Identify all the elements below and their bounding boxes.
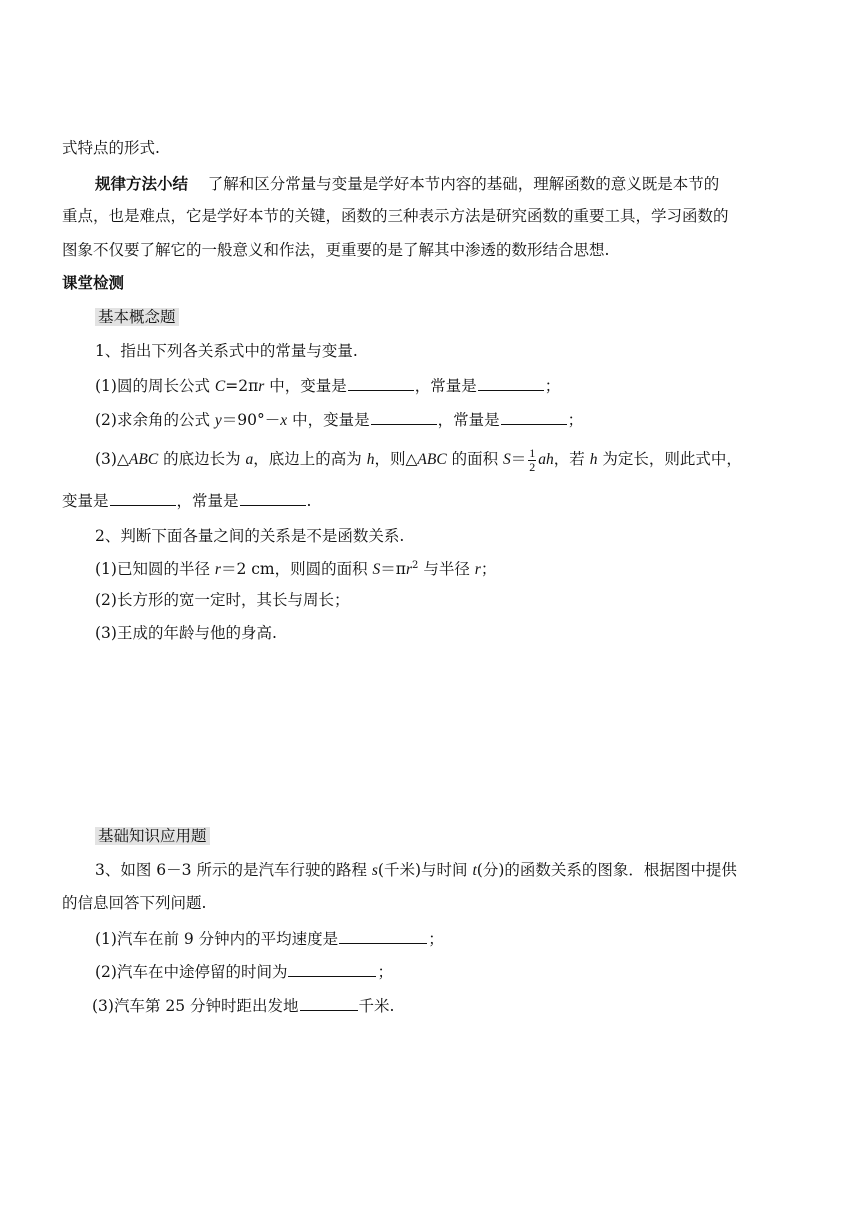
var-a: a — [245, 451, 254, 468]
q2-stem: 2、判断下面各量之间的关系是不是函数关系. — [95, 527, 405, 545]
q3-p2-text: ； — [377, 963, 393, 981]
answer-blank[interactable] — [288, 962, 376, 977]
q1-p3b-text: 变量是 — [62, 492, 109, 510]
q3-p3-text: 千米. — [358, 997, 395, 1015]
tag-basic-label: 基本概念题 — [95, 308, 179, 326]
q1-p2-text: ； — [567, 411, 584, 429]
tag-application — [95, 826, 210, 846]
q1-p1-text: (1)圆的周长公式 — [95, 377, 215, 395]
method-summary-line-2: 重点，也是难点，它是学好本节的关键，函数的三种表示方法是研究函数的重要工具，学习函数的 — [62, 207, 729, 225]
var-ABC: ABC — [128, 451, 159, 468]
var-ABC: ABC — [417, 451, 447, 468]
exponent: 2 — [412, 560, 419, 571]
var-r: r — [474, 561, 481, 579]
q3-stem — [95, 860, 737, 881]
method-summary-line-1 — [95, 174, 719, 194]
q2-p1-text: (1)已知圆的半径 — [95, 560, 215, 579]
tag-basic-concepts — [95, 307, 179, 327]
method-line-1-text: 了解和区分常量与变量是学好本节内容的基础，理解函数的意义既是本节的 — [207, 175, 720, 193]
q1-p3-text: ，则△ — [374, 450, 418, 468]
q3-part1 — [95, 929, 444, 949]
q3-p1-text: ； — [428, 930, 444, 948]
method-summary-title: 规律方法小结 — [95, 175, 189, 193]
tag-application-label: 基础知识应用题 — [95, 827, 210, 845]
q1-p1-text: =2π — [225, 377, 259, 395]
var-y: y — [214, 412, 222, 429]
method-summary-line-3: 图象不仅要了解它的一般意义和作法，更重要的是了解其中渗透的数形结合思想. — [62, 241, 610, 259]
q1-p3-text: ，底边上的高为 — [253, 450, 367, 468]
var-S: S — [503, 451, 511, 468]
q1-part2 — [95, 410, 583, 431]
fraction-denominator: 2 — [529, 459, 536, 474]
q3-stem-text: 3、如图 6－3 所示的是汽车行驶的路程 — [95, 861, 372, 879]
fraction-one-half — [528, 447, 536, 474]
q3-part2 — [95, 962, 393, 982]
q1-p3b-text: . — [306, 492, 312, 510]
var-h: h — [589, 451, 598, 468]
q1-p1-text: 中，变量是 — [264, 377, 347, 395]
var-h: h — [366, 451, 375, 468]
q2-p1-text: ＝2 cm，则圆的面积 — [220, 560, 373, 579]
answer-blank[interactable] — [478, 376, 544, 391]
q2-p1-text: ＝π — [380, 560, 406, 579]
var-s: s — [371, 862, 378, 879]
q2-p1-text: ； — [480, 560, 497, 579]
answer-blank[interactable] — [339, 929, 427, 944]
q1-p2-text: (2)求余角的公式 — [95, 411, 215, 429]
var-r: r — [258, 378, 265, 395]
q3-p3-text: (3)汽车第 25 分钟时距出发地 — [92, 997, 299, 1015]
var-ah: ah — [538, 451, 554, 468]
q1-p2-text: 中，变量是 — [287, 411, 370, 429]
var-r: r — [405, 561, 413, 579]
q2-part3: (3)王成的年龄与他的身高. — [95, 624, 277, 642]
section-title: 课堂检测 — [62, 274, 125, 292]
q1-p2-text: ，常量是 — [437, 411, 500, 429]
q1-p3b-text: ，常量是 — [176, 492, 239, 510]
var-S: S — [372, 561, 381, 579]
var-t: t — [472, 862, 477, 879]
answer-blank[interactable] — [300, 996, 358, 1011]
q1-part3 — [95, 446, 742, 474]
q1-part1 — [95, 376, 560, 397]
q1-p3-text: (3)△ — [95, 450, 129, 468]
q1-p3-text: 的面积 — [446, 450, 504, 468]
q1-p3-text: ＝ — [510, 450, 527, 468]
answer-blank[interactable] — [371, 410, 437, 425]
q1-stem: 1、指出下列各关系式中的常量与变量. — [95, 342, 358, 360]
summary-tail-text: 式特点的形式. — [62, 139, 160, 157]
q2-part1 — [95, 556, 496, 580]
q3-stem-text: (千米)与时间 — [377, 861, 473, 879]
q2-p1-text: 与半径 — [418, 560, 475, 579]
var-r: r — [214, 561, 221, 579]
q1-p3-text: 为定长，则此式中， — [597, 450, 742, 468]
q1-p3-text: ，若 — [553, 450, 590, 468]
q1-p1-text: ，常量是 — [414, 377, 477, 395]
answer-blank[interactable] — [240, 491, 306, 506]
q1-part3-cont — [62, 491, 311, 511]
fraction-numerator: 1 — [529, 445, 536, 460]
q3-p2-text: (2)汽车在中途停留的时间为 — [95, 963, 288, 981]
q3-stem-cont: 的信息回答下列问题. — [62, 894, 207, 912]
q2-part2: (2)长方形的宽一定时，其长与周长； — [95, 591, 350, 609]
q3-p1-text: (1)汽车在前 9 分钟内的平均速度是 — [95, 930, 339, 948]
q1-p1-text: ； — [544, 377, 561, 395]
answer-blank[interactable] — [348, 376, 414, 391]
answer-blank[interactable] — [110, 491, 176, 506]
q3-part3 — [92, 996, 394, 1016]
var-C: C — [214, 378, 226, 395]
q3-stem-text: (分)的函数关系的图象．根据图中提供 — [476, 861, 737, 879]
answer-blank[interactable] — [501, 410, 567, 425]
q1-p3-text: 的底边长为 — [158, 450, 246, 468]
var-x: x — [280, 412, 288, 429]
q1-p2-text: ＝90°－ — [221, 411, 281, 429]
